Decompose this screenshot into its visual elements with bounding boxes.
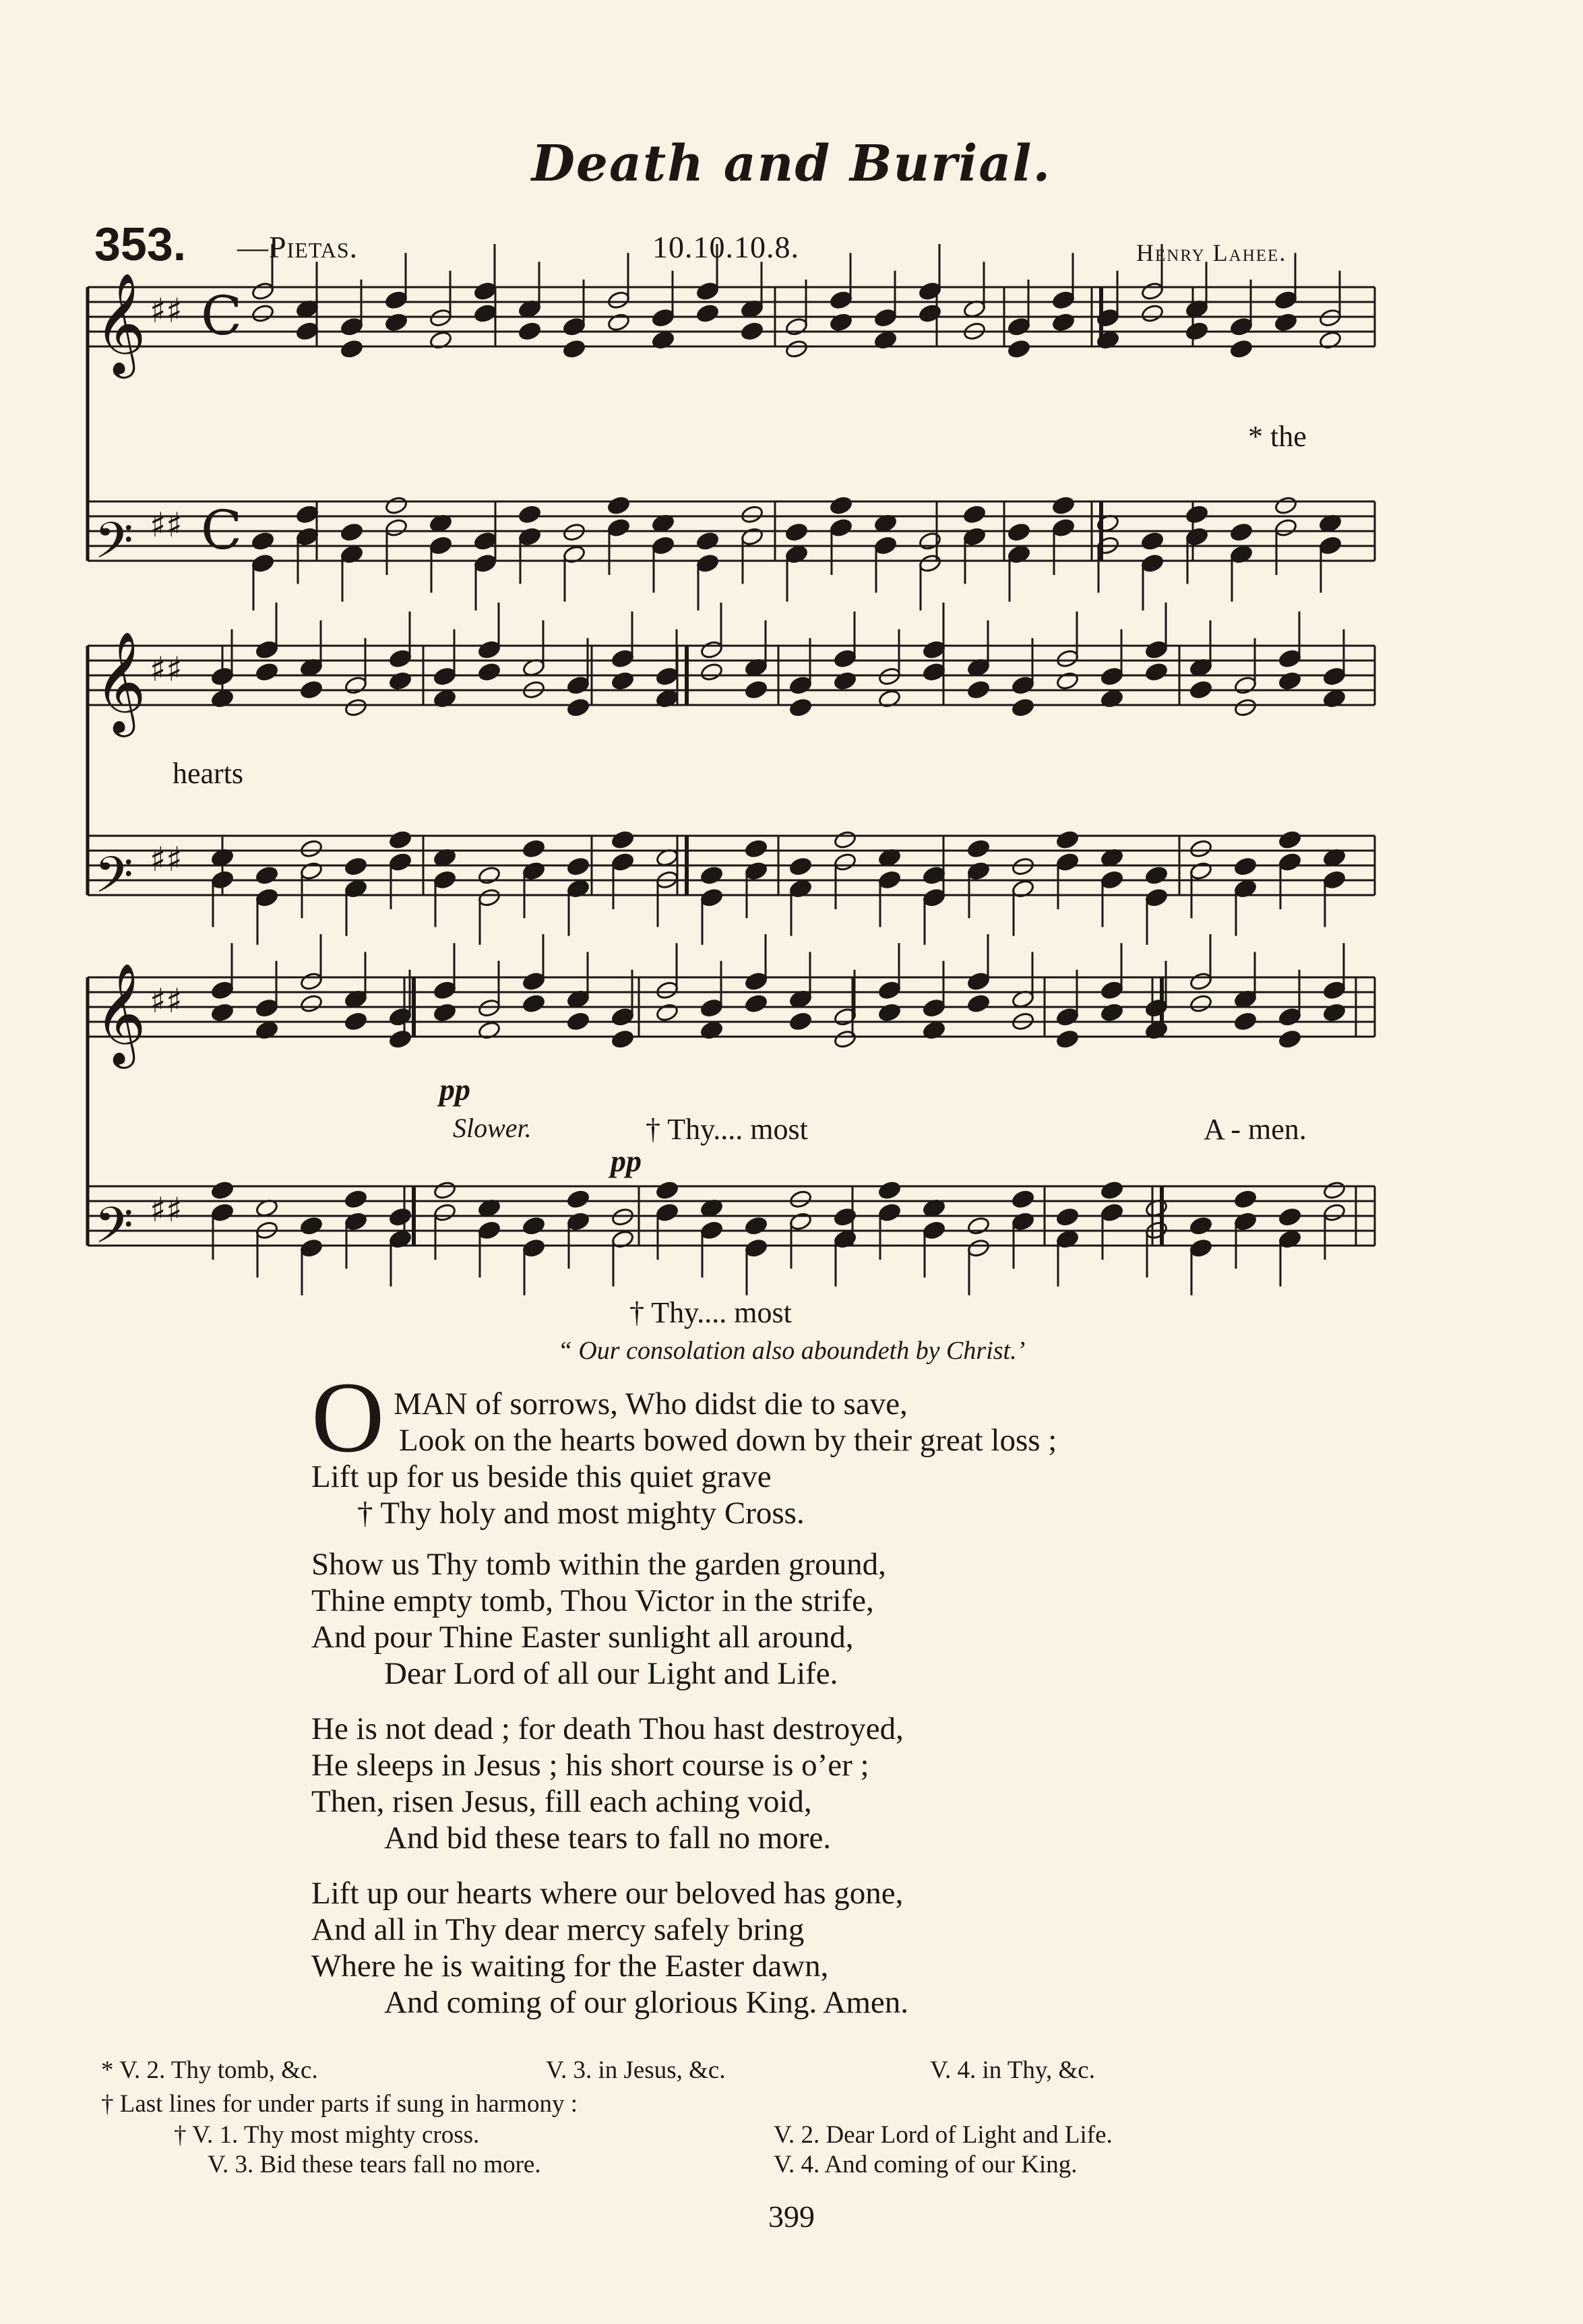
note-head: [1233, 1211, 1257, 1231]
note-head: [433, 667, 456, 687]
hymn-meter: 10.10.10.8.: [652, 230, 799, 264]
note-head: [255, 888, 278, 908]
verse-line: MAN of sorrows, Who didst die to save,: [394, 1386, 908, 1421]
verse-line: And bid these tears to fall no more.: [384, 1821, 832, 1856]
note-head: [1278, 852, 1301, 872]
note-head: [1055, 1007, 1079, 1027]
verse-line: And all in Thy dear mercy safely bring: [311, 1912, 805, 1947]
note-head: [1322, 1002, 1346, 1022]
note-head: [1007, 317, 1030, 337]
key-signature: ♯♯: [150, 291, 183, 330]
note-head: [299, 838, 323, 859]
note-head: [962, 504, 986, 524]
note-head: [1189, 1216, 1212, 1236]
note-head: [1144, 640, 1168, 660]
note-head: [784, 522, 808, 543]
key-signature: ♯♯: [150, 840, 183, 879]
note-head: [251, 281, 274, 301]
note-head: [522, 971, 545, 991]
note-head: [651, 308, 675, 328]
note-head: [873, 308, 897, 328]
note-head: [1189, 971, 1212, 991]
note-head: [877, 870, 901, 890]
note-head: [522, 838, 545, 859]
page-number: 399: [768, 2199, 815, 2234]
note-head: [210, 980, 234, 1000]
note-head: [922, 662, 945, 682]
note-head: [255, 662, 278, 682]
note-head: [1007, 522, 1030, 543]
verse-line: Then, risen Jesus, fill each aching void,: [311, 1784, 812, 1819]
note-head: [1011, 698, 1034, 718]
note-head: [473, 281, 497, 301]
note-head: [477, 888, 501, 908]
note-head: [922, 998, 945, 1018]
lyric-hearts: hearts: [173, 757, 244, 790]
note-head: [877, 980, 901, 1000]
verse-line: Thine empty tomb, Thou Victor in the strife,: [311, 1583, 874, 1618]
note-head: [784, 317, 808, 337]
note-head: [433, 1002, 456, 1022]
note-head: [1189, 680, 1212, 700]
note-head: [1100, 980, 1123, 1000]
note-head: [877, 667, 901, 687]
note-head: [877, 1002, 901, 1022]
note-head: [566, 1012, 590, 1032]
note-head: [695, 281, 719, 301]
note-head: [962, 526, 986, 547]
note-head: [1233, 857, 1257, 877]
note-head: [388, 671, 412, 691]
dynamic-pp-upper: pp: [439, 1072, 470, 1107]
note-head: [966, 1216, 990, 1236]
note-head: [1051, 312, 1075, 332]
verse-line: Dear Lord of all our Light and Life.: [384, 1656, 838, 1691]
note-head: [1278, 648, 1301, 669]
note-head: [1278, 1207, 1301, 1227]
time-signature: C: [201, 499, 243, 561]
note-head: [966, 971, 990, 991]
note-head: [1144, 662, 1168, 682]
note-head: [744, 1216, 768, 1236]
note-head: [1055, 1029, 1079, 1049]
drop-cap: O: [311, 1362, 385, 1473]
note-head: [210, 1202, 234, 1223]
footnote: V. 4. in Thy, &c.: [930, 2056, 1095, 2084]
note-head: [1322, 980, 1346, 1000]
note-head: [388, 852, 412, 872]
note-head: [433, 980, 456, 1000]
note-head: [966, 1238, 990, 1258]
note-head: [833, 852, 857, 872]
footnote: † V. 1. Thy most mighty cross.: [174, 2121, 480, 2149]
verse-line: Show us Thy tomb within the garden ground,: [311, 1547, 886, 1582]
note-head: [1100, 1202, 1123, 1223]
note-head: [433, 1180, 456, 1200]
note-head: [829, 290, 852, 310]
note-head: [1229, 317, 1253, 337]
note-head: [344, 857, 367, 877]
note-head: [1100, 870, 1123, 890]
note-head: [429, 536, 452, 556]
bass-clef: 𝄢: [94, 846, 133, 917]
note-head: [695, 531, 719, 551]
note-head: [384, 518, 408, 538]
note-head: [388, 830, 412, 850]
note-head: [1055, 830, 1079, 850]
note-head: [1185, 322, 1208, 342]
note-head: [1055, 1207, 1079, 1227]
note-head: [788, 1012, 812, 1032]
note-head: [566, 1211, 590, 1231]
note-head: [655, 1180, 679, 1200]
note-head: [918, 303, 941, 324]
note-head: [833, 830, 857, 850]
note-head: [1140, 303, 1164, 324]
note-head: [299, 971, 323, 991]
footnote: † Last lines for under parts if sung in harmony :: [101, 2090, 578, 2118]
note-head: [611, 1007, 634, 1027]
note-head: [1322, 1202, 1346, 1223]
note-head: [299, 993, 323, 1014]
lyric-thy-most-upper: † Thy.... most: [646, 1113, 808, 1146]
hymn-number: 353.: [94, 218, 187, 270]
note-head: [562, 339, 586, 359]
note-head: [1278, 1007, 1301, 1027]
note-head: [210, 870, 234, 890]
note-head: [1322, 1180, 1346, 1200]
note-head: [877, 1180, 901, 1200]
note-head: [522, 861, 545, 881]
note-head: [607, 495, 630, 516]
note-head: [473, 553, 497, 574]
note-head: [344, 1012, 367, 1032]
note-head: [611, 648, 634, 669]
note-head: [251, 553, 274, 574]
note-head: [740, 526, 764, 547]
note-head: [655, 980, 679, 1000]
treble-clef: 𝄞: [94, 962, 146, 1064]
treble-clef: 𝄞: [94, 630, 146, 733]
composer: Henry Lahee.: [1136, 239, 1287, 266]
footnote: V. 3. Bid these tears fall no more.: [208, 2151, 541, 2178]
note-head: [1011, 1189, 1034, 1209]
treble-clef: 𝄞: [94, 272, 146, 374]
note-head: [295, 504, 319, 524]
verse-line: He sleeps in Jesus ; his short course is o’er ;: [311, 1748, 869, 1783]
verse-line: And coming of our glorious King. Amen.: [384, 1985, 909, 2020]
note-head: [1011, 675, 1034, 696]
note-head: [1100, 667, 1123, 687]
note-head: [607, 312, 630, 332]
note-head: [607, 518, 630, 538]
note-head: [1274, 518, 1297, 538]
footnote: V. 3. in Jesus, &c.: [546, 2056, 726, 2084]
note-head: [384, 290, 408, 310]
note-head: [1007, 339, 1030, 359]
note-head: [695, 553, 719, 574]
verse-line: Where he is waiting for the Easter dawn,: [311, 1949, 829, 1984]
note-head: [655, 667, 679, 687]
note-head: [655, 1002, 679, 1022]
note-head: [1189, 838, 1212, 859]
note-head: [562, 317, 586, 337]
note-head: [344, 1211, 367, 1231]
note-head: [344, 1189, 367, 1209]
note-head: [522, 1238, 545, 1258]
note-head: [1189, 861, 1212, 881]
key-signature: ♯♯: [150, 981, 183, 1020]
note-head: [1322, 667, 1346, 687]
note-head: [1011, 1211, 1034, 1231]
note-head: [744, 838, 768, 859]
note-head: [1278, 1029, 1301, 1049]
note-head: [611, 830, 634, 850]
verse-line: And pour Thine Easter sunlight all around,: [311, 1620, 854, 1655]
note-head: [1140, 281, 1164, 301]
note-head: [295, 526, 319, 547]
note-head: [518, 504, 541, 524]
note-head: [829, 312, 852, 332]
note-head: [700, 888, 723, 908]
note-head: [700, 640, 723, 660]
note-head: [477, 1221, 501, 1241]
note-head: [1100, 1180, 1123, 1200]
note-head: [522, 1216, 545, 1236]
note-head: [251, 531, 274, 551]
note-head: [611, 1029, 634, 1049]
note-head: [918, 281, 941, 301]
note-head: [562, 522, 586, 543]
note-head: [655, 1202, 679, 1223]
key-signature: ♯♯: [150, 506, 183, 545]
note-head: [966, 993, 990, 1014]
lyric-the: * the: [1248, 420, 1307, 453]
note-head: [1140, 531, 1164, 551]
note-head: [700, 662, 723, 682]
note-head: [388, 648, 412, 669]
note-head: [251, 303, 274, 324]
note-head: [1233, 675, 1257, 696]
note-head: [788, 1211, 812, 1231]
note-head: [1189, 1238, 1212, 1258]
note-head: [384, 495, 408, 516]
note-head: [433, 1202, 456, 1223]
note-head: [788, 698, 812, 718]
note-head: [918, 553, 941, 574]
note-head: [255, 998, 278, 1018]
note-head: [477, 998, 501, 1018]
dynamic-pp-lower: pp: [611, 1144, 642, 1178]
note-head: [1274, 290, 1297, 310]
note-head: [829, 518, 852, 538]
note-head: [1055, 648, 1079, 669]
note-head: [833, 671, 857, 691]
note-head: [966, 680, 990, 700]
note-head: [744, 861, 768, 881]
note-head: [607, 290, 630, 310]
footnote: V. 2. Dear Lord of Light and Life.: [774, 2121, 1113, 2149]
footnote: V. 4. And coming of our King.: [774, 2151, 1078, 2178]
note-head: [1144, 865, 1168, 886]
note-head: [922, 865, 945, 886]
note-head: [877, 1202, 901, 1223]
epigraph: “ Our consolation also aboundeth by Christ.’: [557, 1337, 1026, 1365]
note-head: [210, 1180, 234, 1200]
note-head: [388, 1007, 412, 1027]
note-head: [210, 667, 234, 687]
note-head: [388, 1207, 412, 1227]
verse-line: He is not dead ; for death Thou hast destroyed,: [311, 1711, 904, 1746]
note-head: [473, 531, 497, 551]
note-head: [295, 322, 319, 342]
note-head: [299, 861, 323, 881]
note-head: [1140, 553, 1164, 574]
note-head: [340, 522, 363, 543]
note-head: [344, 698, 367, 718]
note-head: [1278, 671, 1301, 691]
note-head: [1233, 1189, 1257, 1209]
note-head: [1055, 671, 1079, 691]
note-head: [651, 536, 675, 556]
note-head: [566, 857, 590, 877]
note-head: [1051, 290, 1075, 310]
key-signature: ♯♯: [150, 650, 183, 689]
note-head: [1278, 830, 1301, 850]
note-head: [744, 993, 768, 1014]
note-head: [873, 536, 897, 556]
note-head: [1274, 312, 1297, 332]
note-head: [1144, 888, 1168, 908]
note-head: [744, 971, 768, 991]
note-head: [340, 339, 363, 359]
note-head: [1233, 1012, 1257, 1032]
note-head: [1318, 536, 1342, 556]
note-head: [1189, 993, 1212, 1014]
note-head: [966, 861, 990, 881]
note-head: [1011, 857, 1034, 877]
tune-name: —Pietas.: [237, 230, 359, 264]
lyric-amen: A - men.: [1204, 1113, 1307, 1146]
note-head: [1274, 495, 1297, 516]
note-head: [344, 675, 367, 696]
note-head: [566, 675, 590, 696]
note-head: [429, 308, 452, 328]
note-head: [829, 495, 852, 516]
note-head: [477, 865, 501, 886]
time-signature: C: [201, 284, 243, 347]
note-head: [1233, 698, 1257, 718]
note-head: [700, 1221, 723, 1241]
note-head: [1051, 518, 1075, 538]
note-head: [1229, 339, 1253, 359]
note-head: [518, 526, 541, 547]
note-head: [922, 640, 945, 660]
note-head: [1144, 998, 1168, 1018]
note-head: [788, 857, 812, 877]
note-head: [788, 675, 812, 696]
lyric-thy-most-lower: † Thy.... most: [629, 1296, 792, 1329]
note-head: [299, 1238, 323, 1258]
note-head: [299, 1216, 323, 1236]
note-head: [522, 993, 545, 1014]
note-head: [255, 640, 278, 660]
verse-line: Lift up our hearts where our beloved has gone,: [311, 1876, 904, 1911]
note-head: [340, 317, 363, 337]
note-head: [388, 1029, 412, 1049]
note-head: [477, 662, 501, 682]
note-head: [611, 671, 634, 691]
tempo-slower: Slower.: [453, 1113, 532, 1143]
note-head: [695, 303, 719, 324]
note-head: [784, 339, 808, 359]
note-head: [477, 640, 501, 660]
verse-line: Lift up for us beside this quiet grave: [311, 1459, 772, 1494]
note-head: [611, 852, 634, 872]
note-head: [922, 888, 945, 908]
note-head: [744, 1238, 768, 1258]
note-head: [1055, 852, 1079, 872]
note-head: [255, 865, 278, 886]
verse-line: Look on the hearts bowed down by their great loss ;: [399, 1423, 1057, 1458]
note-head: [1100, 1002, 1123, 1022]
note-head: [833, 648, 857, 669]
note-head: [611, 1207, 634, 1227]
verse-line: † Thy holy and most mighty Cross.: [357, 1496, 805, 1531]
note-head: [918, 531, 941, 551]
note-head: [1229, 522, 1253, 543]
note-head: [566, 1189, 590, 1209]
note-head: [518, 322, 541, 342]
note-head: [744, 680, 768, 700]
note-head: [1051, 495, 1075, 516]
note-head: [1185, 526, 1208, 547]
note-head: [700, 865, 723, 886]
note-head: [384, 312, 408, 332]
note-head: [966, 838, 990, 859]
note-head: [299, 680, 323, 700]
note-head: [566, 698, 590, 718]
note-head: [740, 504, 764, 524]
note-head: [1322, 870, 1346, 890]
note-head: [1318, 308, 1342, 328]
note-head: [700, 998, 723, 1018]
key-signature: ♯♯: [150, 1190, 183, 1229]
note-head: [1185, 504, 1208, 524]
footnote: * V. 2. Thy tomb, &c.: [101, 2056, 318, 2084]
note-head: [922, 1221, 945, 1241]
note-head: [740, 322, 764, 342]
section-title: Death and Burial.: [531, 135, 1052, 193]
note-head: [473, 303, 497, 324]
note-head: [210, 1002, 234, 1022]
bass-clef: 𝄢: [94, 1196, 133, 1267]
note-head: [788, 1189, 812, 1209]
note-head: [433, 870, 456, 890]
bass-clef: 𝄢: [94, 512, 133, 582]
